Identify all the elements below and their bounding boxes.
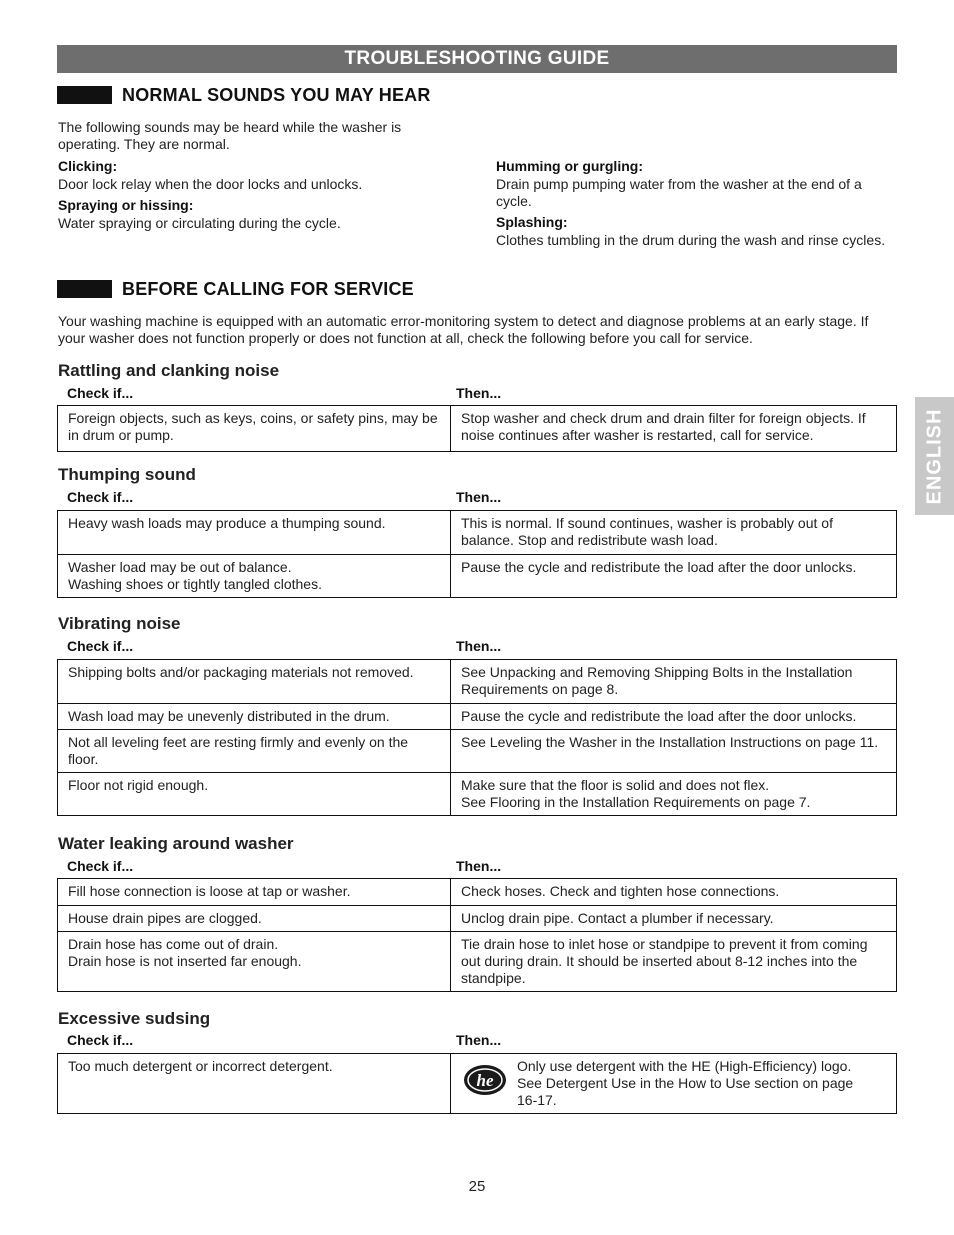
before-service-heading (57, 278, 414, 300)
then-cell (451, 1054, 896, 1113)
normal-sounds-intro: The following sounds may be heard while the washer is operating. They are normal. (58, 119, 402, 152)
table-row (58, 879, 896, 905)
rattling-title: Rattling and clanking noise (58, 361, 280, 380)
check-cell: Drain hose has come out of drain. Drain hose is not inserted far enough. (58, 932, 451, 991)
check-cell: Heavy wash loads may produce a thumping sound. (58, 511, 451, 554)
then-cell: Check hoses. Check and tighten hose connections. (461, 883, 780, 899)
table-row (58, 703, 896, 729)
table-row (58, 729, 896, 772)
heading-bar (57, 86, 112, 104)
then-cell: Make sure that the floor is solid and does not flex. See Flooring in the Installation Requirements on page 7. (461, 777, 811, 810)
then-column-header: Then... (456, 638, 502, 654)
sound-label: Humming or gurgling: (496, 158, 643, 174)
check-column-header: Check if... (67, 489, 134, 505)
table-row (58, 931, 896, 991)
vibrating-table (57, 659, 897, 816)
check-cell: Not all leveling feet are resting firmly and evenly on the floor. (58, 730, 451, 772)
he-logo-icon (463, 1064, 507, 1096)
normal-sounds-title: NORMAL SOUNDS YOU MAY HEAR (122, 84, 431, 105)
rattling-table (57, 405, 897, 452)
table-row (58, 660, 896, 703)
check-cell: Floor not rigid enough. (58, 773, 451, 815)
before-service-intro: Your washing machine is equipped with an automatic error-monitoring system to detect and diagnose problems at an early stage. If your washer does not function properly or does not function at all, check the following before you call for service. (58, 313, 869, 346)
language-tab-label: ENGLISH (923, 408, 945, 504)
thumping-title: Thumping sound (58, 465, 196, 484)
check-cell: Fill hose connection is loose at tap or washer. (58, 879, 451, 905)
check-cell: Washer load may be out of balance. Washing shoes or tightly tangled clothes. (58, 555, 451, 597)
then-cell: See Leveling the Washer in the Installation Instructions on page 11. (461, 734, 879, 750)
check-column-header: Check if... (67, 858, 134, 874)
table-row (58, 1054, 896, 1113)
excessive-sudsing-title: Excessive sudsing (58, 1009, 211, 1028)
then-text: Only use detergent with the HE (High-Efficiency) logo. See Detergent Use in the How to Use section on page 16-17. (517, 1058, 854, 1108)
then-column-header: Then... (456, 1032, 502, 1048)
check-cell: House drain pipes are clogged. (58, 906, 451, 931)
thumping-table (57, 510, 897, 598)
check-cell: Too much detergent or incorrect detergent. (58, 1054, 451, 1113)
sound-label: Splashing: (496, 214, 568, 230)
then-column-header: Then... (456, 858, 502, 874)
table-row (58, 905, 896, 931)
check-column-header: Check if... (67, 638, 134, 654)
sound-label: Spraying or hissing: (58, 197, 194, 213)
sound-text: Drain pump pumping water from the washer at the end of a cycle. (496, 176, 862, 209)
sound-text: Clothes tumbling in the drum during the wash and rinse cycles. (496, 232, 886, 248)
then-cell: Pause the cycle and redistribute the load after the door unlocks. (461, 559, 857, 575)
sound-label: Clicking: (58, 158, 118, 174)
page-number: 25 (468, 1178, 486, 1195)
check-cell: Shipping bolts and/or packaging materials not removed. (58, 660, 451, 703)
water-leaking-title: Water leaking around washer (58, 834, 294, 853)
then-column-header: Then... (456, 385, 502, 401)
table-row (58, 511, 896, 554)
table-row (58, 772, 896, 815)
check-cell: Foreign objects, such as keys, coins, or safety pins, may be in drum or pump. (58, 406, 451, 451)
excessive-sudsing-table (57, 1053, 897, 1114)
language-tab (915, 397, 954, 515)
he-logo-text: he (476, 1071, 494, 1090)
then-cell: Stop washer and check drum and drain filter for foreign objects. If noise continues after washer is restarted, call for service. (461, 410, 866, 443)
then-cell: This is normal. If sound continues, washer is probably out of balance. Stop and redistribute wash load. (461, 515, 833, 548)
normal-sounds-heading (57, 84, 431, 106)
table-row (58, 406, 896, 451)
then-cell: Pause the cycle and redistribute the load after the door unlocks. (461, 708, 857, 724)
before-service-title: BEFORE CALLING FOR SERVICE (122, 278, 414, 299)
check-column-header: Check if... (67, 385, 134, 401)
then-cell: Unclog drain pipe. Contact a plumber if necessary. (461, 910, 774, 926)
check-cell: Wash load may be unevenly distributed in the drum. (58, 704, 451, 729)
check-column-header: Check if... (67, 1032, 134, 1048)
table-row (58, 554, 896, 597)
heading-bar (57, 280, 112, 298)
vibrating-title: Vibrating noise (58, 614, 181, 633)
sound-text: Door lock relay when the door locks and unlocks. (58, 176, 363, 192)
water-leaking-table (57, 878, 897, 992)
sound-text: Water spraying or circulating during the cycle. (58, 215, 341, 231)
then-cell: Tie drain hose to inlet hose or standpipe to prevent it from coming out during drain. It should be inserted about 8-12 inches into the standpipe. (461, 936, 868, 986)
then-column-header: Then... (456, 489, 502, 505)
guide-banner: TROUBLESHOOTING GUIDE (57, 45, 897, 73)
then-cell: See Unpacking and Removing Shipping Bolts in the Installation Requirements on page 8. (461, 664, 853, 697)
